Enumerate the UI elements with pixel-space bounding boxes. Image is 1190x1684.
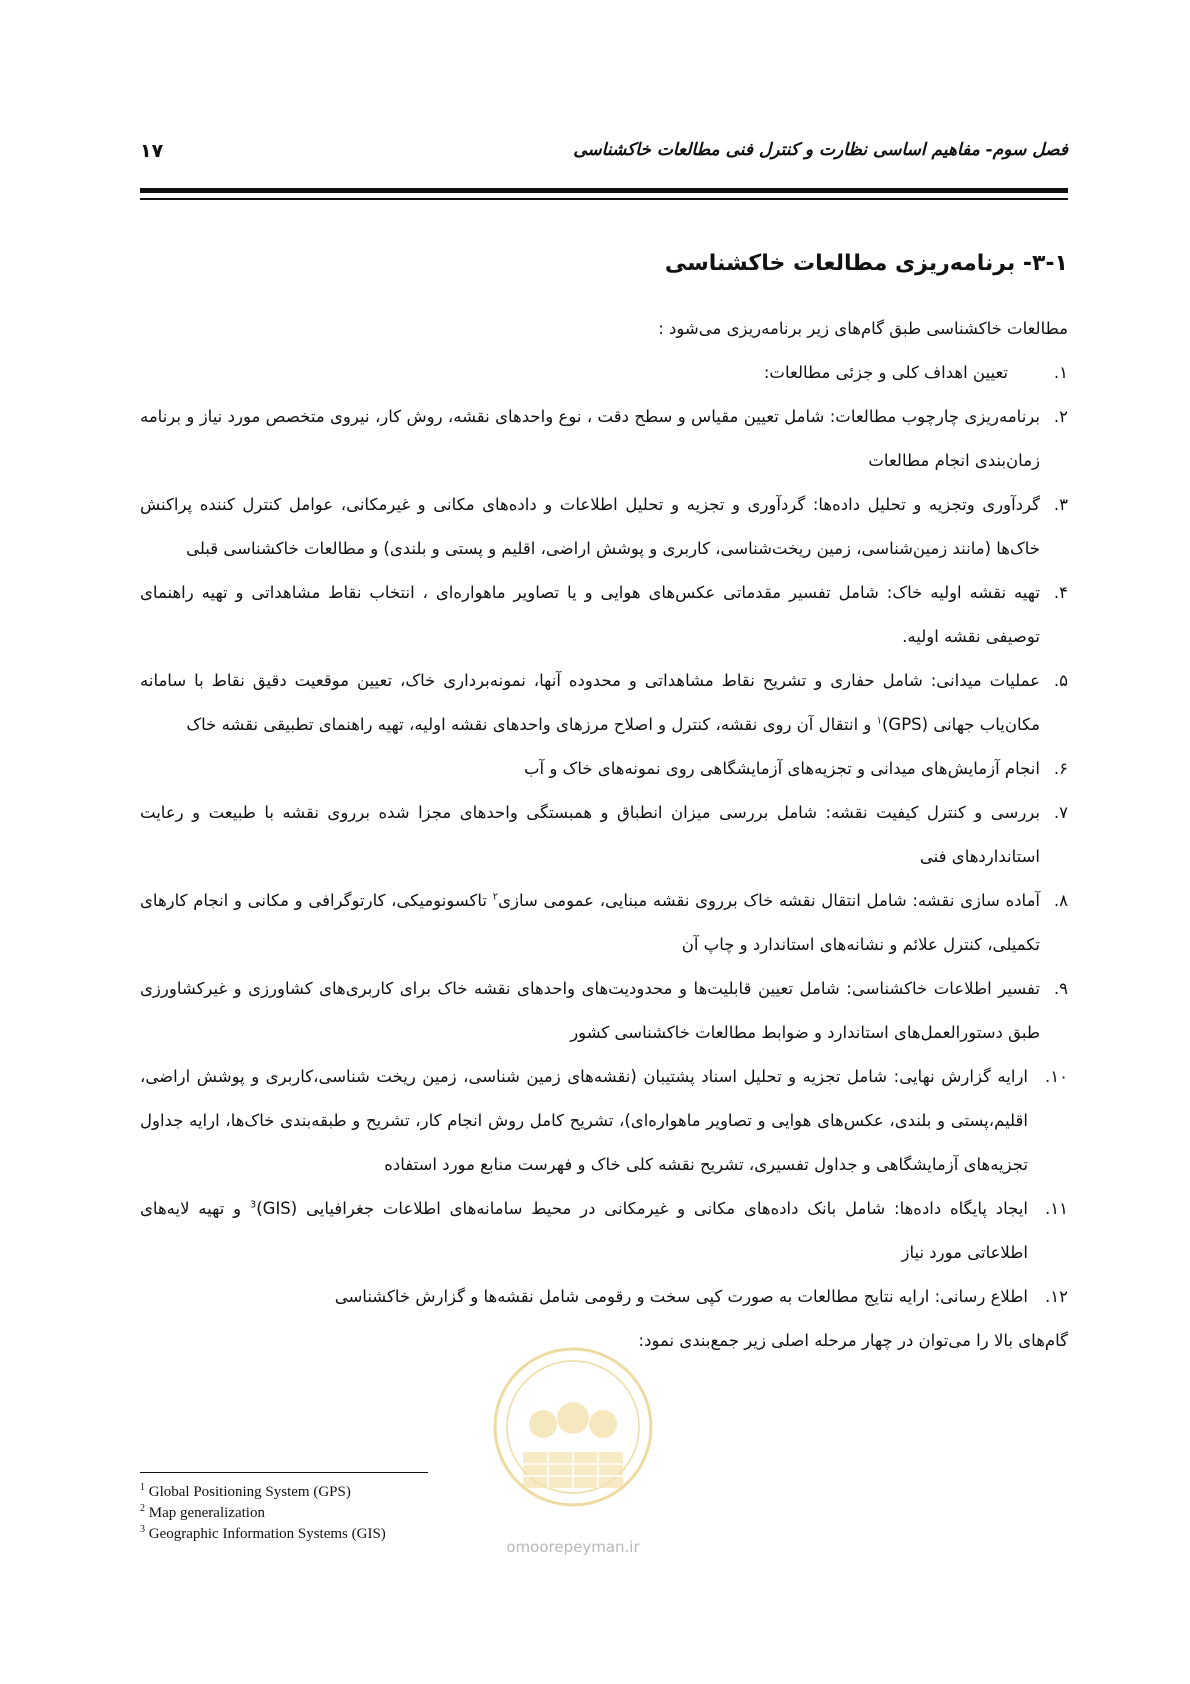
list-item [140,571,1068,659]
step-text: ایجاد پایگاه داده‌ها: شامل بانک داده‌های مکانی و غیرمکانی در محیط سامانه‌های اطلاعات جغرافیایی (GIS) [256,1199,1028,1218]
step-number: ۲. [1053,407,1068,426]
steps-list [140,351,1068,1319]
chapter-title: فصل سوم- مفاهیم اساسی نظارت و کنترل فنی مطالعات خاکشناسی [573,140,1068,160]
list-item [140,1055,1068,1187]
list-item [140,351,1068,395]
header-rule-thick [140,188,1068,193]
step-number: ۱۲. [1045,1287,1068,1306]
step-text: بررسی و کنترل کیفیت نقشه: شامل بررسی میزان انطباق و همبستگی واحدهای مجزا شده برروی نقشه با طبیعت و رعایت استانداردهای فنی [140,803,1040,866]
page-number: ۱۷ [140,140,164,162]
section-heading: ۳-۱- برنامه‌ریزی مطالعات خاکشناسی [664,251,1068,276]
step-text: آماده سازی نقشه: شامل انتقال نقشه خاک برروی نقشه مبنایی، عمومی سازی [498,891,1041,910]
footnote-ref: ۲ [492,891,499,903]
step-text: تهیه نقشه اولیه خاک: شامل تفسیر مقدماتی عکس‌های هوایی و یا تصاویر ماهواره‌ای ، انتخاب نقاط مشاهداتی و تهیه راهنمای توصیفی نقشه اولیه. [140,583,1040,646]
step-number: ۱۰. [1045,1067,1068,1086]
step-text: انجام آزمایش‌های میدانی و تجزیه‌های آزمایشگاهی روی نمونه‌های خاک و آب [523,759,1040,778]
list-item [140,967,1068,1055]
intro-paragraph: مطالعات خاکشناسی طبق گام‌های زیر برنامه‌ریزی می‌شود : [658,319,1068,338]
step-text: تعیین اهداف کلی و جزئی مطالعات: [763,363,1008,382]
footnote-text: Geographic Information Systems (GIS) [148,1526,386,1542]
footnotes [140,1482,386,1545]
step-number: ۵. [1053,671,1068,690]
footnote-text: Map generalization [148,1505,265,1521]
list-item [140,1187,1068,1275]
step-number: ۷. [1053,803,1068,822]
outro-paragraph: گام‌های بالا را می‌توان در چهار مرحله اصلی زیر جمع‌بندی نمود: [638,1331,1068,1350]
step-text: تفسیر اطلاعات خاکشناسی: شامل تعیین قابلیت‌ها و محدودیت‌های واحدهای نقشه خاک برای کاربری‌های کشاورزی و غیرکشاورزی طبق دستورالعمل‌های استاندارد و ضوابط مطالعات خاکشناسی کشور [140,979,1040,1042]
watermark-site: omoorepeyman.ir [506,1538,640,1556]
step-text: گردآوری وتجزیه و تحلیل داده‌ها: گردآوری و تجزیه و تحلیل اطلاعات و داده‌های مکانی و غیرمکانی، عوامل کنترل کننده پراکنش خاک‌ها (مانند زمین‌شناسی، زمین ریخت‌شناسی، کاربری و پوشش اراضی، اقلیم و پستی و بلندی) و مطالعات خاکشناسی قبلی [140,495,1040,558]
footnote-mark: 3 [140,1524,145,1535]
list-item [140,747,1068,791]
list-item [140,395,1068,483]
step-text: ارایه گزارش نهایی: شامل تجزیه و تحلیل اسناد پشتیبان (نقشه‌های زمین شناسی، زمین ریخت شناسی،کاربری و پوشش اراضی، اقلیم،پستی و بلندی، عکس‌های هوایی و تصاویر ماهواره‌ای)، تشریح کامل روش انجام کار، تشریح و طبقه‌بندی خاک‌ها، ارایه جداول تجزیه‌های آزمایشگاهی و جداول تفسیری، تشریح نقشه کلی خاک و فهرست منابع مورد استفاده [140,1067,1028,1174]
step-number: ۹. [1053,979,1068,998]
step-text: و تهیه لایه‌های اطلاعاتی مورد نیاز [140,1199,1028,1262]
list-item [140,659,1068,747]
step-text: و انتقال آن روی نقشه، کنترل و اصلاح مرزهای واحدهای نقشه اولیه، تهیه راهنمای تطبیقی نقشه خاک [186,715,877,734]
step-number: ۱۱. [1045,1199,1068,1218]
footnote-mark: 2 [140,1503,145,1514]
step-text: برنامه‌ریزی چارچوب مطالعات: شامل تعیین مقیاس و سطح دقت ، نوع واحدهای نقشه، روش کار، نیروی متخصص مورد نیاز و برنامه زمان‌بندی انجام مطالعات [140,407,1040,470]
step-number: ۳. [1053,495,1068,514]
step-number: ۱. [1053,363,1068,382]
footnote-item [140,1503,386,1524]
main-content [140,245,1068,1363]
step-number: ۸. [1053,891,1068,910]
watermark-seal [488,1332,658,1532]
step-text: تاکسونومیکی، کارتوگرافی و مکانی و انجام کارهای تکمیلی، کنترل علائم و نشانه‌های استاندارد و چاپ آن [140,891,1040,954]
footnote-ref: 3 [249,1199,257,1211]
footnote-separator [140,1472,428,1473]
footnote-ref: ۱ [876,715,882,727]
footnote-item [140,1524,386,1545]
step-number: ۶. [1053,759,1068,778]
list-item [140,879,1068,967]
footnote-item [140,1482,386,1503]
list-item [140,791,1068,879]
footnote-text: Global Positioning System (GPS) [148,1484,351,1500]
page-header [140,140,1068,170]
list-item [140,483,1068,571]
step-text: عملیات میدانی: شامل حفاری و تشریح نقاط مشاهداتی و محدوده آنها، نمونه‌برداری خاک، تعیین موقعیت دقیق نقاط با سامانه مکان‌یاب جهانی (GPS) [140,671,1040,734]
step-text: اطلاع رسانی: ارایه نتایج مطالعات به صورت کپی سخت و رقومی شامل نقشه‌ها و گزارش خاکشناسی [334,1287,1028,1306]
step-number: ۴. [1053,583,1068,602]
header-rule-thin [140,198,1068,200]
footnote-mark: 1 [140,1482,145,1493]
list-item [140,1275,1068,1319]
